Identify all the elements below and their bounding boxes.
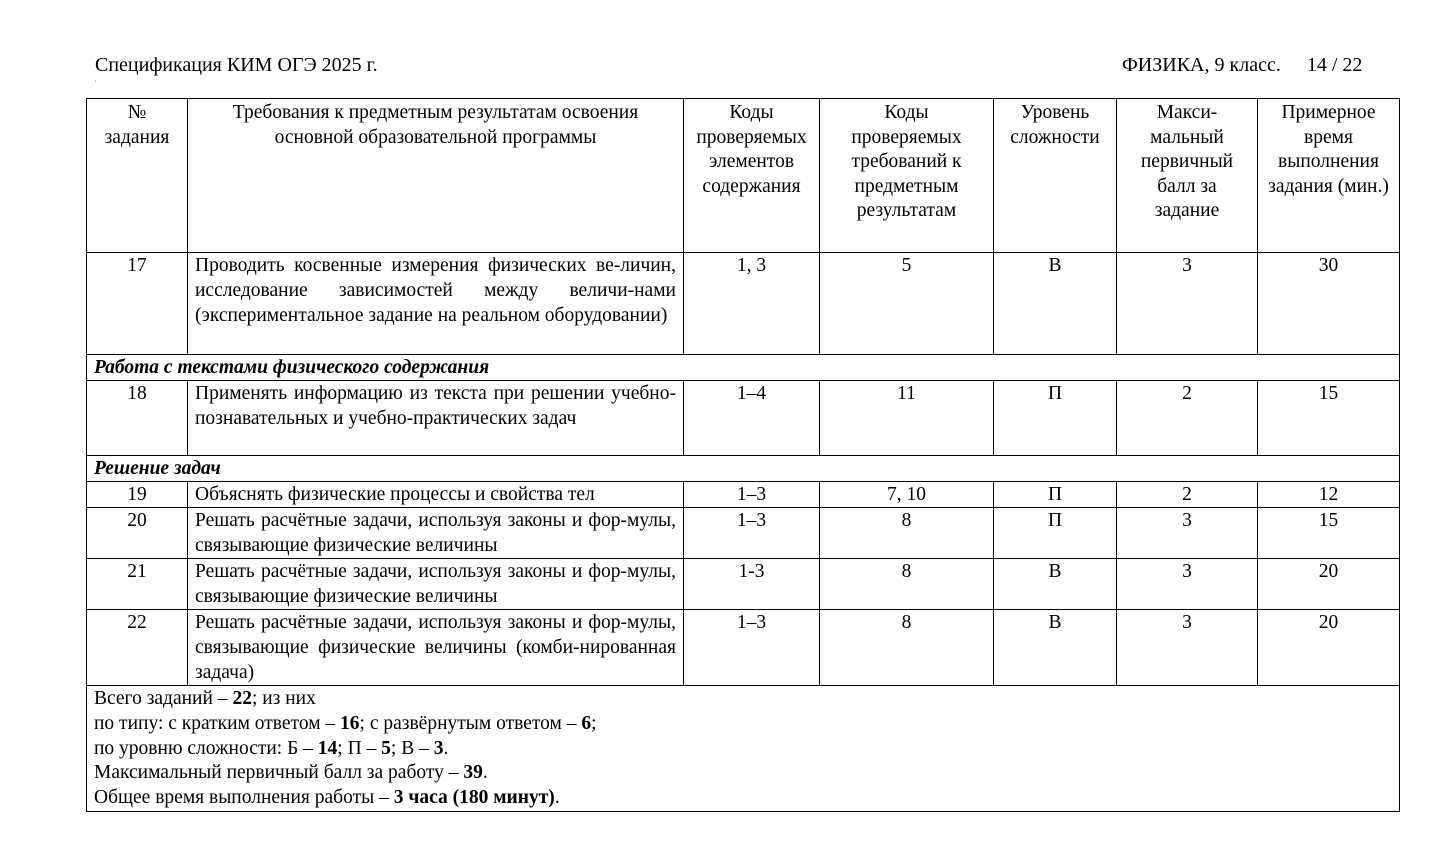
cell-number: 21 xyxy=(87,559,188,610)
specification-table xyxy=(86,98,1400,812)
cell-requirement-codes: 8 xyxy=(820,508,994,559)
summary-value: 14 xyxy=(317,737,338,759)
cell-level: В xyxy=(994,559,1117,610)
cell-number: 18 xyxy=(87,381,188,456)
cell-content-codes: 1–3 xyxy=(684,482,820,508)
table-row xyxy=(87,381,1400,456)
summary-text: ; xyxy=(591,712,597,734)
cell-requirement-codes: 5 xyxy=(820,253,994,355)
table-row xyxy=(87,508,1400,559)
summary-text: Общее время выполнения работы – xyxy=(94,787,394,809)
cell-requirement-codes: 7, 10 xyxy=(820,482,994,508)
cell-requirement: Решать расчётные задачи, используя законы и фор-мулы, связывающие физические величины xyxy=(188,508,684,559)
col-header-level: Уровень сложности xyxy=(994,99,1117,253)
cell-content-codes: 1-3 xyxy=(684,559,820,610)
summary-text: ; В – xyxy=(390,737,434,759)
cell-score: 3 xyxy=(1117,610,1258,686)
col-header-time: Примерное время выполнения задания (мин.) xyxy=(1258,99,1400,253)
cell-number: 22 xyxy=(87,610,188,686)
cell-level: В xyxy=(994,610,1117,686)
summary-text: . xyxy=(482,762,488,784)
subject-label: ФИЗИКА, 9 класс. xyxy=(1122,54,1281,76)
cell-score: 2 xyxy=(1117,482,1258,508)
col-header-requirement-codes: Коды проверяемых требований к предметным результатам xyxy=(820,99,994,253)
cell-score: 3 xyxy=(1117,253,1258,355)
summary-text: по уровню сложности: Б – xyxy=(94,737,318,759)
section-title: Работа с текстами физического содержания xyxy=(87,355,1400,381)
cell-number: 19 xyxy=(87,482,188,508)
table-row xyxy=(87,482,1400,508)
cell-level: В xyxy=(994,253,1117,355)
cell-level: П xyxy=(994,508,1117,559)
summary-total-time xyxy=(94,786,1392,811)
table-row xyxy=(87,559,1400,610)
cell-score: 3 xyxy=(1117,508,1258,559)
cell-time: 12 xyxy=(1258,482,1400,508)
table-row xyxy=(87,610,1400,686)
summary-value: 3 часа (180 минут) xyxy=(393,787,555,809)
cell-time: 15 xyxy=(1258,508,1400,559)
col-header-max-score: Макси-мальный первичный балл за задание xyxy=(1117,99,1258,253)
section-row xyxy=(87,355,1400,381)
summary-value: 5 xyxy=(381,737,391,759)
cell-level: П xyxy=(994,482,1117,508)
doc-header-title: Спецификация КИМ ОГЭ 2025 г. xyxy=(95,54,378,76)
summary-cell xyxy=(87,686,1400,812)
table-row xyxy=(87,253,1400,355)
cell-number: 17 xyxy=(87,253,188,355)
summary-text: ; П – xyxy=(337,737,382,759)
cell-requirement: Проводить косвенные измерения физических ве-личин, исследование зависимостей между величи-нами (экспериментальное задание на реальном оборудовании) xyxy=(188,253,684,355)
doc-header-subject xyxy=(1122,53,1362,77)
cell-content-codes: 1, 3 xyxy=(684,253,820,355)
cell-score: 3 xyxy=(1117,559,1258,610)
section-title: Решение задач xyxy=(87,456,1400,482)
summary-text: . xyxy=(554,787,560,809)
col-header-number: № задания xyxy=(87,99,188,253)
summary-text: по типу: с кратким ответом – xyxy=(94,712,341,734)
section-row xyxy=(87,456,1400,482)
cell-number: 20 xyxy=(87,508,188,559)
summary-max-score xyxy=(94,761,1392,786)
cell-time: 20 xyxy=(1258,559,1400,610)
cell-score: 2 xyxy=(1117,381,1258,456)
summary-value: 16 xyxy=(340,712,360,734)
summary-value: 3 xyxy=(433,737,444,759)
cell-level: П xyxy=(994,381,1117,456)
summary-text: ; из них xyxy=(251,688,316,709)
cell-requirement: Объяснять физические процессы и свойства тел xyxy=(188,482,684,508)
cell-requirement: Применять информацию из текста при решении учебно-познавательных и учебно-практических задач xyxy=(188,381,684,456)
summary-text: Максимальный первичный балл за работу – xyxy=(94,762,464,784)
col-header-content-codes: Коды проверяемых элементов содержания xyxy=(684,99,820,253)
cell-requirement: Решать расчётные задачи, используя законы и фор-мулы, связывающие физические величины xyxy=(188,559,684,610)
summary-text: . xyxy=(443,737,449,759)
cell-content-codes: 1–3 xyxy=(684,610,820,686)
cell-content-codes: 1–3 xyxy=(684,508,820,559)
table-header-row xyxy=(87,99,1400,253)
summary-total-tasks xyxy=(94,687,1392,712)
cell-requirement-codes: 8 xyxy=(820,610,994,686)
summary-by-type xyxy=(94,712,1392,737)
header-divider-mark xyxy=(95,80,96,82)
summary-value: 39 xyxy=(463,762,483,784)
cell-time: 20 xyxy=(1258,610,1400,686)
summary-row xyxy=(87,686,1400,812)
page-number: 14 / 22 xyxy=(1306,54,1363,76)
col-header-requirements: Требования к предметным результатам освоения основной образовательной программы xyxy=(188,99,684,253)
cell-requirement-codes: 11 xyxy=(820,381,994,456)
summary-value: 22 xyxy=(232,688,252,709)
cell-requirement: Решать расчётные задачи, используя законы и фор-мулы, связывающие физические величины (комби-нированная задача) xyxy=(188,610,684,686)
summary-value: 6 xyxy=(581,712,592,734)
summary-text: ; с развёрнутым ответом – xyxy=(359,712,582,734)
cell-content-codes: 1–4 xyxy=(684,381,820,456)
cell-time: 30 xyxy=(1258,253,1400,355)
cell-requirement-codes: 8 xyxy=(820,559,994,610)
summary-text: Всего заданий – xyxy=(94,688,233,709)
cell-time: 15 xyxy=(1258,381,1400,456)
summary-by-level xyxy=(94,737,1392,762)
